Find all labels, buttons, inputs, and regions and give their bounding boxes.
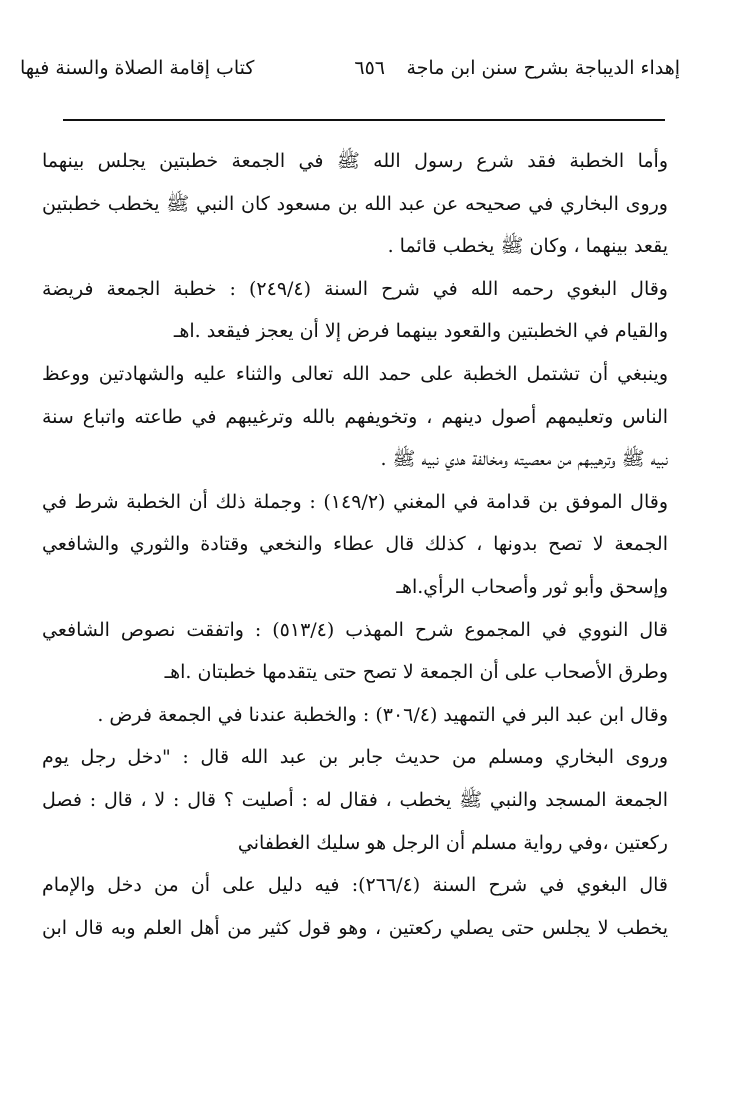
body-text	[42, 140, 668, 949]
text-line: وينبغي أن تشتمل الخطبة على حمد الله تعالى والثناء عليه والشهادتين ووعظ	[42, 362, 668, 385]
text-line: الجمعة المسجد والنبي ﷺ يخطب ، فقال له : أصليت ؟ قال : لا ، قال : فصل	[42, 788, 668, 811]
text-line: قال النووي في المجموع شرح المهذب (٥١٣/٤) : واتفقت نصوص الشافعي	[42, 618, 668, 641]
text-line: والقيام في الخطبتين والقعود بينهما فرض إلا أن يعجز فيقعد .اهـ	[173, 320, 668, 343]
text-line: وطرق الأصحاب على أن الجمعة لا تصح حتى يتقدمها خطبتان .اهـ	[164, 661, 668, 684]
text-line: يخطب لا يجلس حتى يصلي ركعتين ، وهو قول كثير من أهل العلم وبه قال ابن	[42, 916, 668, 939]
text-line: يقعد بينهما ، وكان ﷺ يخطب قائما .	[387, 235, 668, 258]
page-header	[20, 50, 680, 86]
header-divider	[63, 119, 665, 121]
text-line: وإسحق وأبو ثور وأصحاب الرأي.اهـ	[396, 575, 668, 598]
text-line: ركعتين ،وفي رواية مسلم أن الرجل هو سليك الغطفاني	[237, 831, 668, 854]
page-number: ٦٥٦	[354, 57, 385, 79]
text-line: وقال ابن عبد البر في التمهيد (٣٠٦/٤) : والخطبة عندنا في الجمعة فرض .	[97, 703, 668, 726]
text-line: الجمعة لا تصح بدونها ، كذلك قال عطاء والنخعي وقتادة والثوري والشافعي	[42, 533, 668, 556]
book-title: إهداء الديباجة بشرح سنن ابن ماجة	[406, 57, 680, 79]
text-line: وروى البخاري في صحيحه عن عبد الله بن مسعود كان النبي ﷺ يخطب خطبتين	[42, 192, 668, 215]
text-line: قال البغوي في شرح السنة (٢٦٦/٤): فيه دليل على أن من دخل والإمام	[42, 874, 668, 897]
text-line: الناس وتعليمهم أصول دينهم ، وتخويفهم بالله وترغيبهم في طاعته واتباع سنة	[42, 405, 668, 428]
text-line: وقال الموفق بن قدامة في المغني (١٤٩/٢) : وجملة ذلك أن الخطبة شرط في	[42, 490, 668, 513]
chapter-title: كتاب إقامة الصلاة والسنة فيها	[20, 57, 255, 79]
text-line: نبيه ﷺ وترهيبهم من معصيته ومخالفة هدي نبيه ﷺ .	[380, 448, 668, 471]
text-line: وأما الخطبة فقد شرع رسول الله ﷺ في الجمعة خطبتين يجلس بينهما	[42, 150, 668, 172]
text-line: وروى البخاري ومسلم من حديث جابر بن عبد الله قال : "دخل رجل يوم	[42, 746, 668, 769]
text-line: وقال البغوي رحمه الله في شرح السنة (٢٤٩/٤) : خطبة الجمعة فريضة	[42, 277, 668, 300]
